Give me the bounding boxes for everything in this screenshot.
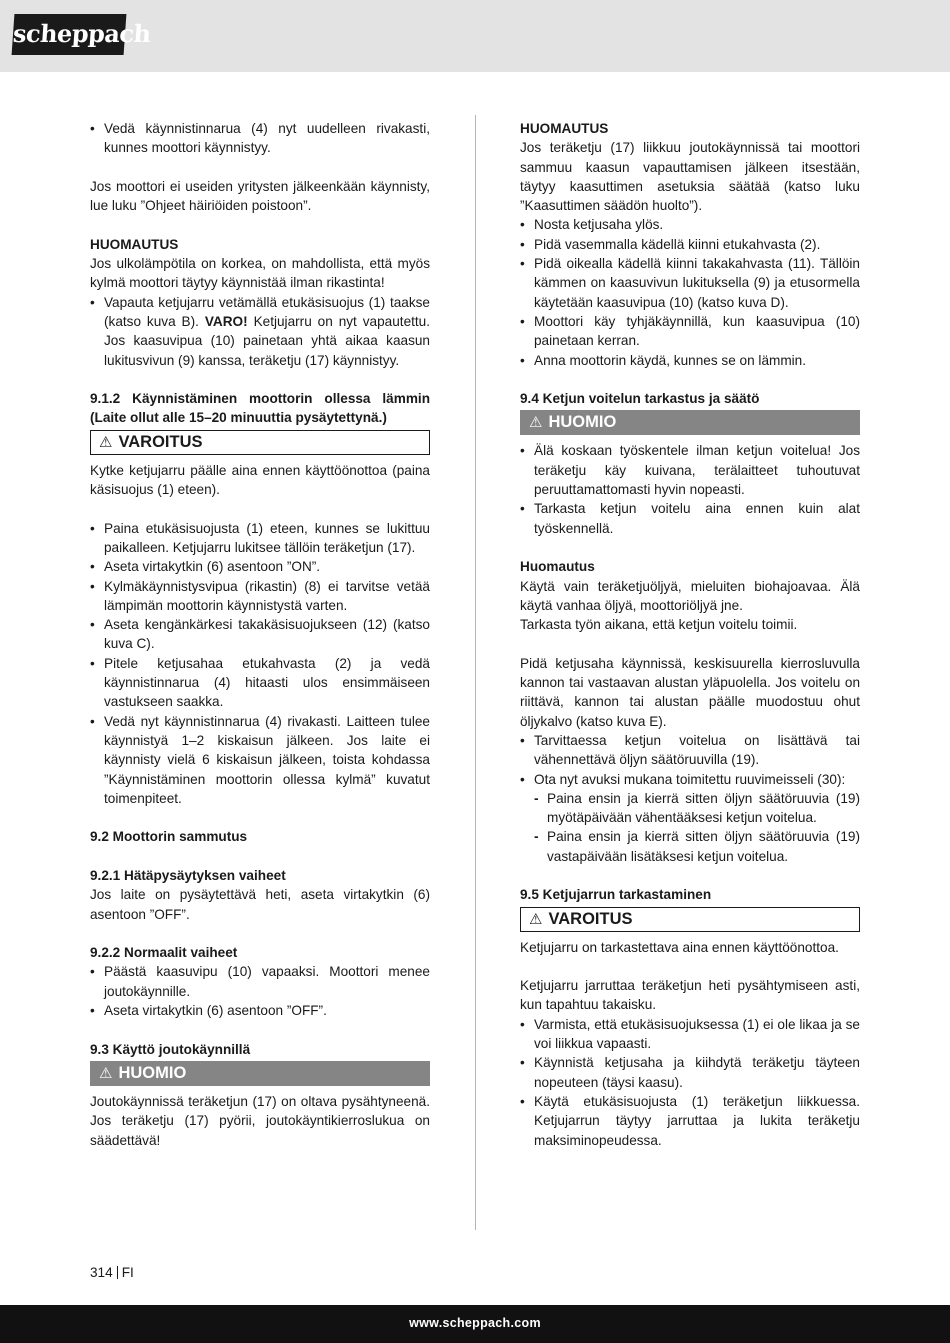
warning-box: ⚠ VAROITUS bbox=[520, 907, 860, 932]
list-item: - Paina ensin ja kierrä sitten öljyn säätöruuvia (19) myötäpäivään vähentääksesi ketjun voitelua. bbox=[520, 789, 860, 828]
list-item: • Pidä oikealla kädellä kiinni takakahvasta (11). Tällöin kämmen on kaasuvivun lukituksella (9) ja etusormella käytetään kaasuvipua (10) (katso kuva D). bbox=[520, 254, 860, 312]
list-item: • Älä koskaan työskentele ilman ketjun voitelua! Jos teräketju käy kuivana, terälaitteet tuhoutuvat peruuttamattomasti hyvin nopeasti. bbox=[520, 441, 860, 499]
bullet-list bbox=[520, 215, 860, 369]
list-item: • Ota nyt avuksi mukana toimitettu ruuvimeisseli (30): bbox=[520, 770, 860, 789]
bullet-list bbox=[90, 519, 430, 808]
list-item: • Päästä kaasuvipu (10) vapaaksi. Moottori menee joutokäynnille. bbox=[90, 962, 430, 1001]
bullet-list bbox=[520, 1015, 860, 1150]
bullet-list bbox=[90, 119, 430, 158]
list-item: - Paina ensin ja kierrä sitten öljyn säätöruuvia (19) vastapäivään lisätäksesi ketjun voitelua. bbox=[520, 827, 860, 866]
note-text: Käytä vain teräketjuöljyä, mieluiten biohajoavaa. Älä käytä vanhaa öljyä, moottoriöljyä jne. bbox=[520, 578, 860, 613]
note-text: Jos ulkolämpötila on korkea, on mahdollista, että myös kylmä moottori täytyy käynnistää ilman rikastinta! bbox=[90, 256, 430, 291]
scheppach-logo: scheppach bbox=[12, 14, 127, 55]
warning-triangle-icon: ⚠ bbox=[99, 433, 113, 451]
section-heading-9-2-1: 9.2.1 Hätäpysäytyksen vaiheet bbox=[90, 867, 286, 883]
list-item: • Varmista, että etukäsisuojuksessa (1) ei ole likaa ja se voi liikkua vapaasti. bbox=[520, 1015, 860, 1054]
paragraph: Ketjujarru jarruttaa teräketjun heti pysähtymiseen asti, kun tapahtuu takaisku. bbox=[520, 978, 860, 1013]
paragraph: Ketjujarru on tarkastettava aina ennen käyttöönottoa. bbox=[520, 939, 839, 955]
page-header bbox=[0, 0, 950, 72]
section-heading-9-2: 9.2 Moottorin sammutus bbox=[90, 829, 248, 845]
note-text: Jos teräketju (17) liikkuu joutokäynnissä tai moottori sammuu kaasun vapauttamisen jälkeen itsestään, täytyy kaasuttimen asetuksia säätää (katso luku ”Kaasuttimen säädön huolto”). bbox=[520, 140, 860, 214]
note-title: HUOMAUTUS bbox=[90, 236, 179, 252]
warning-box: ⚠ VAROITUS bbox=[90, 430, 430, 455]
paragraph: Pidä ketjusaha käynnissä, keskisuurella kierrosluvulla kannon tai vastaavan alustan yläpuolella. Jos voitelu on riittävä, kannon tai alustan päälle muodostuu ohut öljykalvo (katso kuva E). bbox=[520, 655, 860, 729]
dash-list bbox=[520, 789, 860, 866]
page-number: 314 FI bbox=[90, 1265, 134, 1280]
paragraph: Joutokäynnissä teräketjun (17) on oltava pysähtyneenä. Jos teräketju (17) pyörii, joutokäyntikierroslukua on säädettävä! bbox=[90, 1093, 430, 1148]
list-item: • Tarvittaessa ketjun voitelua on lisättävä tai vähennettävä öljyn säätöruuvilla (19). bbox=[520, 731, 860, 770]
list-item: • Aseta virtakytkin (6) asentoon ”ON”. bbox=[90, 557, 430, 576]
list-item: • Käynnistä ketjusaha ja kiihdytä teräketju täyteen nopeuteen (täysi kaasu). bbox=[520, 1053, 860, 1092]
list-item: • Kylmäkäynnistysvipua (rikastin) (8) ei tarvitse vetää lämpimän moottorin käynnistystä varten. bbox=[90, 577, 430, 616]
paragraph: Kytke ketjujarru päälle aina ennen käyttöönottoa (paina käsisuojus (1) eteen). bbox=[90, 462, 430, 498]
caution-word: VARO! bbox=[204, 313, 248, 329]
list-item: • Tarkasta ketjun voitelu aina ennen kuin alat työskennellä. bbox=[520, 499, 860, 538]
right-column bbox=[520, 119, 860, 1150]
bullet-list bbox=[520, 731, 860, 789]
bullet-list bbox=[90, 962, 430, 1020]
list-item: • Vapauta ketjujarru vetämällä etukäsisuojus (1) taakse (katso kuva B). VARO! Ketjujarru on nyt vapautettu. Jos kaasuvipua (10) painetaan yhtä aikaa kaasun lukitusvivun (9) kanssa, teräketju (17) käynnistyy. bbox=[90, 293, 430, 370]
section-heading-9-1-2: 9.1.2 Käynnistäminen moottorin ollessa lämmin (Laite ollut alle 15–20 minuuttia pysäytettynä.) bbox=[90, 391, 430, 426]
paragraph: Jos laite on pysäytettävä heti, aseta virtakytkin (6) asentoon ”OFF”. bbox=[90, 887, 430, 922]
note-title: HUOMAUTUS bbox=[520, 121, 609, 136]
paragraph: Tarkasta työn aikana, että ketjun voitelu toimii. bbox=[520, 617, 798, 633]
list-item: • Nosta ketjusaha ylös. bbox=[520, 215, 860, 234]
list-item: • Moottori käy tyhjäkäynnillä, kun kaasuvipua (10) painetaan kerran. bbox=[520, 312, 860, 351]
list-item: • Vedä käynnistinnarua (4) nyt uudelleen rivakasti, kunnes moottori käynnistyy. bbox=[90, 119, 430, 158]
list-item: • Aseta kengänkärkesi takakäsisuojukseen (12) (katso kuva C). bbox=[90, 615, 430, 654]
section-heading-9-3: 9.3 Käyttö joutokäynnillä bbox=[90, 1041, 251, 1057]
warning-triangle-icon: ⚠ bbox=[529, 910, 543, 928]
section-heading-9-4: 9.4 Ketjun voitelun tarkastus ja säätö bbox=[520, 391, 760, 407]
warning-triangle-icon: ⚠ bbox=[529, 414, 543, 432]
caution-box: ⚠ HUOMIO bbox=[520, 410, 860, 435]
paragraph: Jos moottori ei useiden yritysten jälkeenkään käynnisty, lue luku ”Ohjeet häiriöiden poistoon”. bbox=[90, 178, 430, 214]
page-footer bbox=[0, 1305, 950, 1343]
bullet-list bbox=[520, 441, 860, 537]
warning-triangle-icon: ⚠ bbox=[99, 1064, 113, 1082]
list-item: • Aseta virtakytkin (6) asentoon ”OFF”. bbox=[90, 1001, 430, 1020]
list-item: • Paina etukäsisuojusta (1) eteen, kunnes se lukittuu paikalleen. Ketjujarru lukitsee tällöin teräketjun (17). bbox=[90, 519, 430, 558]
note-title: Huomautus bbox=[520, 559, 595, 575]
list-item: • Pitele ketjusahaa etukahvasta (2) ja vedä käynnistinnarua (4) hitaasti ulos ensimmäiseen vastukseen saakka. bbox=[90, 654, 430, 712]
list-item: • Vedä nyt käynnistinnarua (4) rivakasti. Laitteen tulee käynnistyä 1–2 kiskaisun jälkeen. Jos laite ei käynnisty vielä 6 kiskaisun jälkeen, toista kohdassa ”Käynnistäminen moottorin ollessa kylmä” kuvatut toimenpiteet. bbox=[90, 712, 430, 808]
list-item: • Pidä vasemmalla kädellä kiinni etukahvasta (2). bbox=[520, 235, 860, 254]
bullet-list bbox=[90, 293, 430, 370]
section-heading-9-5: 9.5 Ketjujarrun tarkastaminen bbox=[520, 887, 712, 903]
list-item: • Käytä etukäsisuojusta (1) teräketjun liikkuessa. Ketjujarrun täytyy jarruttaa ja lukita teräketju maksiminopeudessa. bbox=[520, 1092, 860, 1150]
left-column bbox=[90, 119, 430, 1150]
section-heading-9-2-2: 9.2.2 Normaalit vaiheet bbox=[90, 945, 238, 961]
column-divider bbox=[475, 115, 476, 1230]
list-item: • Anna moottorin käydä, kunnes se on lämmin. bbox=[520, 351, 860, 370]
caution-box: ⚠ HUOMIO bbox=[90, 1061, 430, 1086]
website-link: www.scheppach.com bbox=[409, 1316, 541, 1330]
